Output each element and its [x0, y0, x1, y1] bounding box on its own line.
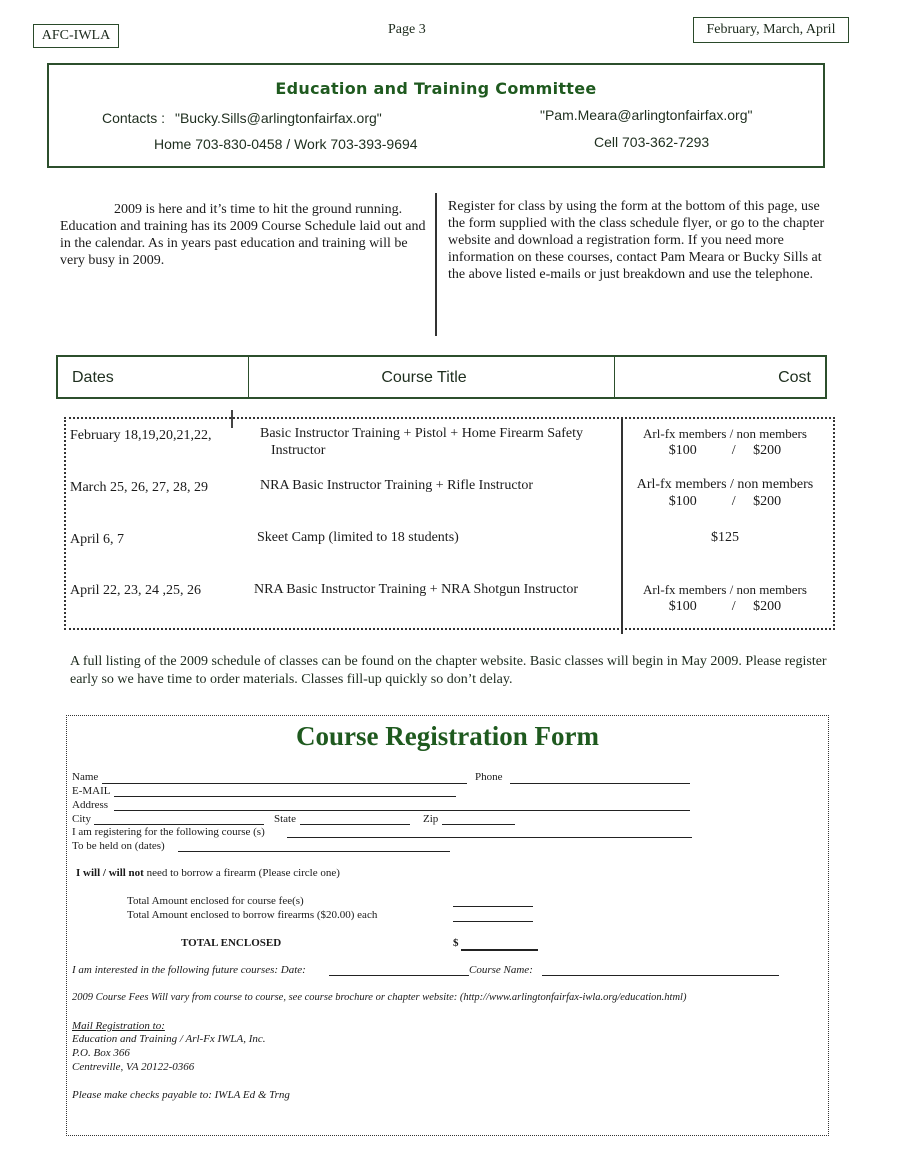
- row-dates: April 6, 7: [70, 532, 125, 547]
- pam-email[interactable]: "Pam.Meara@arlingtonfairfax.org": [540, 107, 753, 123]
- future-course-name-field[interactable]: [542, 975, 779, 976]
- state-label: State: [274, 813, 296, 825]
- row-course-title: NRA Basic Instructor Training + NRA Shotgun Instructor: [254, 582, 579, 597]
- pam-phone: Cell 703-362-7293: [594, 134, 710, 150]
- mail-address-line: P.O. Box 366: [72, 1047, 130, 1059]
- checks-payable-note: Please make checks payable to: IWLA Ed & Trng: [72, 1089, 290, 1101]
- mail-address-line: Centreville, VA 20122-0366: [72, 1061, 195, 1073]
- registration-form: [66, 715, 829, 1136]
- dates-field[interactable]: [178, 851, 450, 852]
- course-label: I am registering for the following course (s): [72, 826, 265, 838]
- bucky-email[interactable]: "Bucky.Sills@arlingtonfairfax.org": [175, 110, 382, 126]
- row-dates: March 25, 26, 27, 28, 29: [70, 480, 209, 495]
- row-cost: $125: [711, 530, 739, 545]
- dollar-sign: $: [453, 937, 459, 949]
- column-divider: [435, 193, 437, 336]
- row-cost: Arl-fx members / non members $100 / $200: [643, 426, 807, 458]
- page-number: Page 3: [388, 22, 426, 37]
- row-cost: Arl-fx members / non members $100 / $200: [643, 582, 807, 614]
- zip-field[interactable]: [442, 824, 515, 825]
- bucky-phone: Home 703-830-0458 / Work 703-393-9694: [154, 136, 418, 152]
- issue-date-range: February, March, April: [693, 17, 849, 43]
- header-dates: Dates: [58, 357, 249, 397]
- schedule-listing-note: A full listing of the 2009 schedule of classes can be found on the chapter website. Basic classes will begin in May 2009. Please register early so we have time to order materials. Classes fill-up quickly so don’t delay.: [70, 654, 827, 687]
- mail-address-line: Education and Training / Arl-Fx IWLA, Inc.: [72, 1033, 266, 1045]
- future-courses-label: I am interested in the following future courses: Date:: [72, 964, 306, 976]
- borrow-fee-label: Total Amount enclosed to borrow firearms ($20.00) each: [127, 909, 378, 921]
- city-field[interactable]: [94, 824, 264, 825]
- course-field[interactable]: [287, 837, 692, 838]
- total-enclosed-label: TOTAL ENCLOSED: [181, 937, 282, 949]
- course-fee-field[interactable]: [453, 906, 533, 907]
- zip-label: Zip: [423, 813, 439, 825]
- phone-field[interactable]: [510, 783, 690, 784]
- address-field[interactable]: [114, 810, 690, 811]
- phone-label: Phone: [475, 771, 503, 783]
- course-name-label: Course Name:: [469, 964, 533, 976]
- email-label: E-MAIL: [72, 785, 111, 797]
- course-fee-label: Total Amount enclosed for course fee(s): [127, 895, 304, 907]
- email-field[interactable]: [114, 796, 456, 797]
- row-course-title: Skeet Camp (limited to 18 students): [257, 530, 459, 545]
- state-field[interactable]: [300, 824, 410, 825]
- schedule-header: [56, 355, 827, 399]
- committee-box: [47, 63, 825, 168]
- header-cost: Cost: [778, 369, 811, 386]
- intro-left-paragraph: 2009 is here and it’s time to hit the ground running. Education and training has its 2009 Course Schedule laid out and in the calendar. As in years past education and training will be very busy in 2009.: [60, 202, 426, 268]
- name-field[interactable]: [102, 783, 467, 784]
- newsletter-tag: AFC-IWLA: [33, 24, 119, 48]
- row-course-title: Basic Instructor Training + Pistol + Home Firearm Safety Instructor: [260, 426, 583, 458]
- column-divider: [231, 410, 233, 428]
- committee-title: Education and Training Committee: [275, 79, 597, 98]
- row-dates: April 22, 23, 24 ,25, 26: [70, 583, 202, 598]
- mail-heading: Mail Registration to:: [72, 1020, 165, 1032]
- total-enclosed-field[interactable]: [461, 949, 538, 951]
- borrow-firearm-choice[interactable]: I will / will not need to borrow a firearm (Please circle one): [76, 867, 340, 879]
- row-dates: February 18,19,20,21,22,: [70, 428, 212, 443]
- row-cost: Arl-fx members / non members $100 / $200: [636, 477, 814, 509]
- city-label: City: [72, 813, 91, 825]
- address-label: Address: [72, 799, 109, 811]
- name-label: Name: [72, 771, 99, 783]
- row-course-title: NRA Basic Instructor Training + Rifle Instructor: [260, 478, 534, 493]
- form-title: Course Registration Form: [296, 721, 599, 751]
- contacts-label: Contacts :: [102, 110, 166, 126]
- dates-label: To be held on (dates): [72, 840, 165, 852]
- borrow-fee-field[interactable]: [453, 921, 533, 922]
- intro-right-paragraph: Register for class by using the form at the bottom of this page, use the form supplied with the class schedule flyer, or go to the chapter website and download a registration form. If you need more information on these courses, contact Pam Meara or Bucky Sills at the above listed e-mails or just breakdown and use the telephone.: [448, 199, 825, 282]
- fees-note: 2009 Course Fees Will vary from course to course, see course brochure or chapter website: (http://www.arlingtonfairfax-iwla.org/education.html): [72, 992, 687, 1003]
- future-date-field[interactable]: [329, 975, 469, 976]
- header-course-title: Course Title: [234, 357, 615, 397]
